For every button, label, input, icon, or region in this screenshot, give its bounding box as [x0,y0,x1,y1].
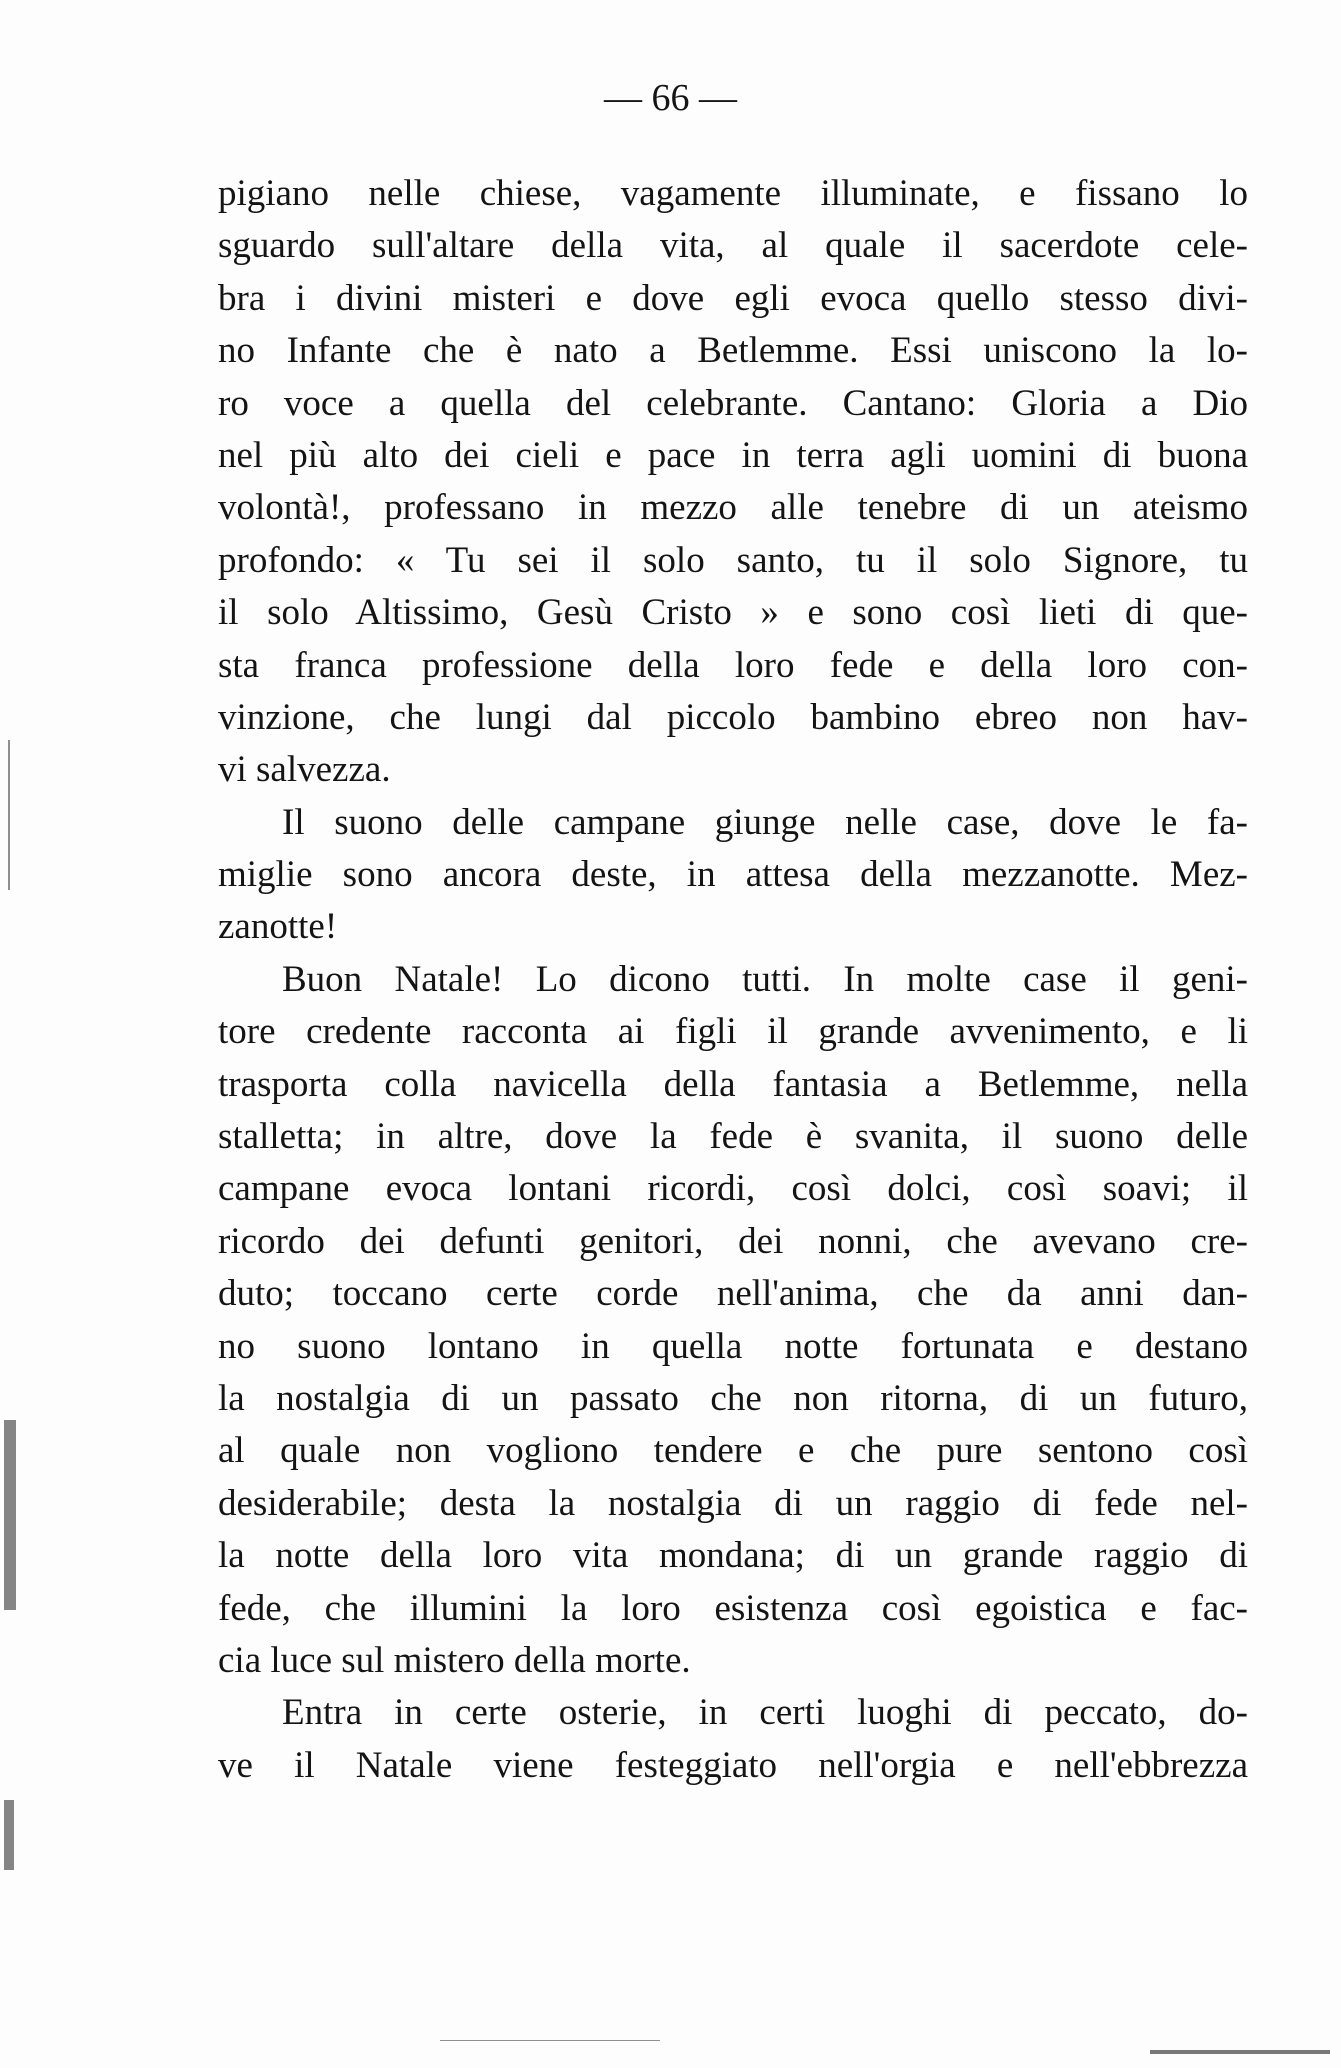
body-text [218,168,1248,1792]
text-line: ve il Natale viene festeggiato nell'orgia e nell'ebbrezza [218,1744,1248,1786]
text-line: la notte della loro vita mondana; di un grande raggio di [218,1535,1248,1577]
text-line: sta franca professione della loro fede e della loro con- [218,644,1248,686]
text-line: Buon Natale! Lo dicono tutti. In molte case il geni- [282,958,1248,1000]
text-line: trasporta colla navicella della fantasia a Betlemme, nella [218,1063,1248,1105]
text-line: cia luce sul mistero della morte. [218,1639,691,1681]
text-line: al quale non vogliono tendere e che pure sentono così [218,1430,1248,1472]
text-line: Entra in certe osterie, in certi luoghi di peccato, do- [282,1692,1248,1734]
text-line: Il suono delle campane giunge nelle case, dove le fa- [282,801,1248,843]
text-line: desiderabile; desta la nostalgia di un raggio di fede nel- [218,1482,1248,1524]
page-number: — 66 — [604,77,737,119]
text-line: la nostalgia di un passato che non ritorna, di un futuro, [218,1377,1248,1419]
text-line: fede, che illumini la loro esistenza così egoistica e fac- [218,1587,1248,1629]
text-line: volontà!, professano in mezzo alle tenebre di un ateismo [218,487,1248,529]
text-line: pigiano nelle chiese, vagamente illuminate, e fissano lo [218,173,1248,214]
text-line: bra i divini misteri e dove egli evoca quello stesso divi- [218,277,1248,319]
text-line: vi salvezza. [218,749,391,791]
text-line: no Infante che è nato a Betlemme. Essi uniscono la lo- [218,330,1248,372]
text-line: zanotte! [218,906,338,948]
scan-mark [4,1420,16,1610]
text-line: vinzione, che lungi dal piccolo bambino ebreo non hav- [218,696,1248,738]
scan-mark [440,2040,660,2041]
text-line: duto; toccano certe corde nell'anima, che da anni dan- [218,1273,1248,1315]
scan-mark [8,740,10,890]
scan-mark [4,1800,14,1870]
text-line: profondo: « Tu sei il solo santo, tu il solo Signore, tu [218,539,1248,581]
text-line: nel più alto dei cieli e pace in terra agli uomini di buona [218,434,1248,476]
text-line: ricordo dei defunti genitori, dei nonni, che avevano cre- [218,1220,1248,1262]
text-line: sguardo sull'altare della vita, al quale il sacerdote cele- [218,225,1248,267]
text-line: campane evoca lontani ricordi, così dolci, così soavi; il [218,1168,1248,1210]
text-line: tore credente racconta ai figli il grande avvenimento, e li [218,1011,1248,1053]
text-line: miglie sono ancora deste, in attesa della mezzanotte. Mez- [218,854,1248,896]
text-line: ro voce a quella del celebrante. Cantano: Gloria a Dio [218,382,1248,424]
scan-mark [1150,2050,1330,2054]
text-line: stalletta; in altre, dove la fede è svanita, il suono delle [218,1116,1248,1158]
text-line: il solo Altissimo, Gesù Cristo » e sono così lieti di que- [218,592,1248,634]
text-line: no suono lontano in quella notte fortunata e destano [218,1325,1248,1367]
